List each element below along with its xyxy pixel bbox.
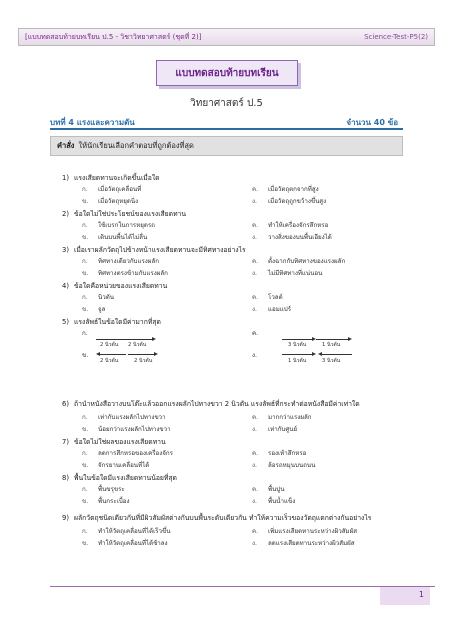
option-key: ง. (252, 426, 257, 433)
option-b[interactable] (82, 538, 168, 548)
force-arrow-right (282, 339, 314, 340)
option-d[interactable] (252, 496, 295, 506)
question-4 (62, 280, 167, 291)
question-number: 7) (62, 438, 69, 446)
option-key: ก. (82, 258, 88, 265)
option-c[interactable] (252, 484, 284, 494)
question-text: แรงเสียดทานจะเกิดขึ้นเมื่อใด (74, 174, 160, 182)
option-c[interactable] (252, 412, 312, 422)
question-1 (62, 172, 160, 183)
option-text: พื้นขรุขระ (98, 486, 125, 493)
question-number: 8) (62, 474, 69, 482)
option-d[interactable] (252, 304, 291, 314)
option-text: พื้นกระเบื้อง (98, 498, 130, 505)
option-key: ค. (252, 414, 259, 421)
question-number: 2) (62, 210, 69, 218)
option-key: ข. (82, 198, 89, 205)
option-key: ง. (252, 198, 257, 205)
option-text: โวลต์ (268, 294, 283, 301)
option-text: เท่ากับแรงผลักไปทางขวา (98, 414, 166, 421)
option-key: ง. (252, 234, 257, 241)
question-number: 5) (62, 318, 69, 326)
option-key: ข. (82, 462, 89, 469)
heading-rule (50, 128, 403, 130)
option-b[interactable] (82, 304, 105, 314)
option-key: ค. (252, 450, 259, 457)
option-a[interactable] (82, 184, 141, 194)
option-key: ค. (252, 330, 259, 337)
force-label-right: 1 นิวตัน (322, 342, 341, 348)
option-d[interactable] (252, 196, 326, 206)
page-number-box (380, 587, 430, 605)
option-d[interactable] (252, 538, 355, 548)
option-key: ง. (252, 462, 257, 469)
option-d[interactable] (252, 424, 297, 434)
option-text: เมื่อวัตถุถูกขว้างขึ้นสูง (268, 198, 327, 205)
option-b[interactable] (82, 232, 147, 242)
option-key: ข. (82, 352, 89, 359)
option-key: ก. (82, 486, 88, 493)
force-arrow-right (316, 339, 350, 340)
arrow-head-right (312, 352, 316, 356)
option-d[interactable] (252, 460, 315, 470)
option-text: แอมแปร์ (268, 306, 292, 313)
option-key: ค. (252, 258, 259, 265)
option-text: นิวตัน (98, 294, 114, 301)
option-text: ไม่มีทิศทางที่แน่นอน (268, 270, 323, 277)
option-key: ค. (252, 186, 259, 193)
option-key: ง. (252, 306, 257, 313)
option-text: น้อยกว่าแรงผลักไปทางขวา (98, 426, 171, 433)
option-key: ข. (82, 426, 89, 433)
option-text: ล้อรถหมุนบนถนน (268, 462, 316, 469)
option-a[interactable] (82, 292, 114, 302)
force-label-left: 2 นิวตัน (100, 342, 119, 348)
instruction-label: คำสั่ง (57, 141, 75, 150)
option-a[interactable] (82, 526, 170, 536)
question-number: 4) (62, 282, 69, 290)
option-a[interactable] (82, 256, 159, 266)
instruction-text: ให้นักเรียนเลือกคำตอบที่ถูกต้องที่สุด (78, 141, 194, 150)
option-d[interactable] (252, 232, 332, 242)
option-key: ก. (82, 222, 88, 229)
force-label-left: 1 นิวตัน (288, 358, 307, 364)
option-key: ข. (82, 306, 89, 313)
force-label-right: 3 นิวตัน (322, 358, 341, 364)
subject-heading: วิทยาศาสตร์ ป.5 (190, 98, 263, 109)
page-header (18, 28, 435, 46)
option-c[interactable] (252, 220, 328, 230)
option-key: ค. (252, 222, 259, 229)
force-label-right: 2 นิวตัน (128, 342, 147, 348)
option-c[interactable] (252, 256, 345, 266)
option-b[interactable] (82, 460, 149, 470)
option-text: เมื่อวัตถุตกจากที่สูง (268, 186, 319, 193)
question-text: พื้นในข้อใดมีแรงเสียดทานน้อยที่สุด (74, 474, 177, 482)
question-8 (62, 472, 177, 483)
option-text: ใช้เบรกในการหยุดรถ (98, 222, 155, 229)
question-text: ข้อใดคือหน่วยของแรงเสียดทาน (74, 282, 168, 290)
force-label-right: 2 นิวตัน (134, 358, 153, 364)
question-text: เมื่อเราผลักวัตถุไปข้างหน้าแรงเสียดทานจะมีทิศทางอย่างไร (74, 246, 246, 254)
chapter-heading: บทที่ 4 แรงและความดัน (50, 118, 135, 127)
option-text: ทิศทางตรงข้ามกับแรงผลัก (98, 270, 168, 277)
force-arrow-right (282, 354, 314, 355)
option-key: ก. (82, 330, 88, 337)
option-text: ทำให้วัตถุเคลื่อนที่ได้เร็วขึ้น (98, 528, 171, 535)
page-number: 1 (418, 590, 424, 599)
option-text: พื้นน้ำแข็ง (268, 498, 296, 505)
option-key: ง. (252, 352, 257, 359)
option-key: ง. (252, 498, 257, 505)
question-number: 3) (62, 246, 69, 254)
instruction-box (50, 136, 403, 156)
option-key: ก. (82, 528, 88, 535)
force-arrow-left (320, 354, 352, 355)
option-b[interactable] (82, 424, 171, 434)
force-arrow-left (98, 354, 126, 355)
option-text: จักรยานเคลื่อนที่ได้ (98, 462, 150, 469)
question-text: ข้อใดไม่ใช่ผลของแรงเสียดทาน (74, 438, 166, 446)
option-text: เพิ่มแรงเสียดทานระหว่างผิวสัมผัส (268, 528, 357, 535)
force-label-left: 2 นิวตัน (100, 358, 119, 364)
page-title: แบบทดสอบท้ายบทเรียน (175, 67, 279, 79)
option-key: ง. (252, 540, 257, 547)
option-a[interactable] (82, 448, 173, 458)
option-b[interactable] (82, 268, 168, 278)
option-b[interactable] (82, 496, 129, 506)
option-text: ลดการสึกหรอของเครื่องจักร (98, 450, 173, 457)
question-number: 1) (62, 174, 69, 182)
arrow-head-right (348, 337, 352, 341)
arrow-head-right (154, 352, 158, 356)
question-2 (62, 208, 186, 219)
footer-rule (50, 586, 435, 587)
option-key: ค. (252, 486, 259, 493)
option-key: ง. (252, 270, 257, 277)
option-key: ข. (82, 234, 89, 241)
force-label-left: 3 นิวตัน (288, 342, 307, 348)
option-text: ตั้งฉากกับทิศทางของแรงผลัก (268, 258, 346, 265)
option-text: วางสิ่งของบนพื้นเอียงได้ (268, 234, 332, 241)
question-text: ผลักวัตถุชนิดเดียวกันที่มีผิวสัมผัสต่างกันบนพื้นระดับเดียวกัน ทำให้ความเร็วของวัตถุแตกต่างกันอย่างไร (74, 514, 372, 522)
option-key: ข. (82, 540, 89, 547)
option-text: เมื่อวัตถุหยุดนิ่ง (98, 198, 139, 205)
option-key: ข. (82, 270, 89, 277)
option-text: ทิศทางเดียวกับแรงผลัก (98, 258, 159, 265)
question-9 (62, 512, 371, 523)
force-arrow-right (96, 339, 154, 340)
question-text: ข้อใดไม่ใช่ประโยชน์ของแรงเสียดทาน (74, 210, 187, 218)
option-text: มากกว่าแรงผลัก (268, 414, 312, 421)
option-text: รองเท้าสึกหรอ (268, 450, 307, 457)
option-a[interactable] (82, 412, 166, 422)
option-c[interactable] (252, 448, 306, 458)
question-number: 6) (62, 400, 69, 408)
option-key: ก. (82, 294, 88, 301)
question-3 (62, 244, 246, 255)
question-7 (62, 436, 166, 447)
header-left-title: [แบบทดสอบท้ายบทเรียน ป.5 - วิชาวิทยาศาสตร์ (ชุดที่ 2)] (25, 32, 202, 41)
question-text: ถ้านำหนังสือวางบนโต๊ะแล้วออกแรงผลักไปทางขวา 2 นิวตัน แรงลัพธ์ที่กระทำต่อหนังสือมีค่าเท่าใด (74, 400, 360, 408)
question-number: 9) (62, 514, 69, 522)
option-key: ค. (252, 294, 259, 301)
option-a[interactable] (82, 220, 155, 230)
option-c[interactable] (252, 292, 283, 302)
option-text: เท่ากับศูนย์ (268, 426, 298, 433)
option-text: เดินบนพื้นได้ไม่ลื่น (98, 234, 148, 241)
option-text: พื้นปูน (268, 486, 285, 493)
arrow-head-right (152, 337, 156, 341)
option-c[interactable] (252, 526, 357, 536)
option-key: ก. (82, 186, 88, 193)
force-arrow-right (128, 354, 156, 355)
option-text: ทำให้เครื่องจักรสึกหรอ (268, 222, 329, 229)
option-text: เมื่อวัตถุเคลื่อนที่ (98, 186, 142, 193)
question-5 (62, 316, 161, 327)
question-6 (62, 398, 360, 409)
option-a[interactable] (82, 484, 125, 494)
option-text: ทำให้วัตถุเคลื่อนที่ได้ช้าลง (98, 540, 168, 547)
option-key: ก. (82, 450, 88, 457)
option-c[interactable] (252, 184, 319, 194)
option-text: จูล (98, 306, 106, 313)
question-count: จำนวน 40 ข้อ (346, 118, 398, 127)
option-key: ค. (252, 528, 259, 535)
question-text: แรงลัพธ์ในข้อใดมีค่ามากที่สุด (74, 318, 161, 326)
title-box (156, 60, 298, 86)
option-key: ก. (82, 414, 88, 421)
option-b[interactable] (82, 196, 138, 206)
option-key: ข. (82, 498, 89, 505)
header-right-code: Science-Test-P5(2) (364, 33, 428, 41)
option-text: ลดแรงเสียดทานระหว่างผิวสัมผัส (268, 540, 355, 547)
option-d[interactable] (252, 268, 322, 278)
